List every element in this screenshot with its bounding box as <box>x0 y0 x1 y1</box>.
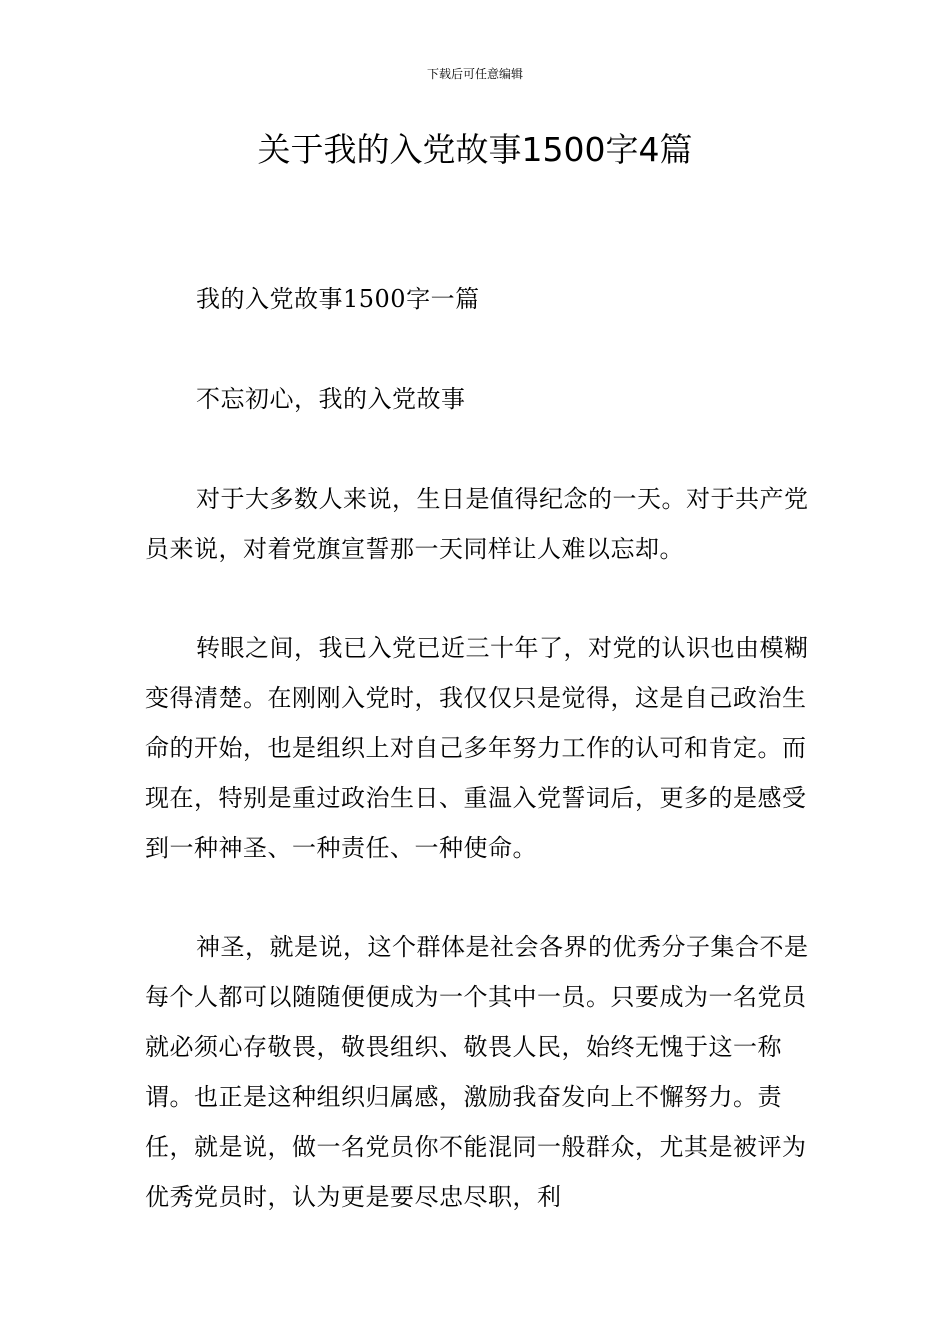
paragraph-1: 对于大多数人来说，生日是值得纪念的一天。对于共产党员来说，对着党旗宣誓那一天同样让人难以忘却。 <box>145 485 809 563</box>
document-title: 关于我的入党故事1500字4篇 <box>257 130 693 169</box>
paragraph-2: 转眼之间，我已入党已近三十年了，对党的认识也由模糊变得清楚。在刚刚入党时，我仅仅只是觉得，这是自己政治生命的开始，也是组织上对自己多年努力工作的认可和肯定。而现在，特别是重过政治生日、重温入党誓词后，更多的是感受到一种神圣、一种责任、一种使命。 <box>145 634 809 862</box>
subheading: 不忘初心，我的入党故事 <box>196 385 466 413</box>
paragraph-3: 神圣，就是说，这个群体是社会各界的优秀分子集合不是每个人都可以随随便便成为一个其中一员。只要成为一名党员就必须心存敬畏，敬畏组织、敬畏人民，始终无愧于这一称谓。也正是这种组织归属感，激励我奋发向上不懈努力。责任，就是说，做一名党员你不能混同一般群众，尤其是被评为优秀党员时，认为更是要尽忠尽职，利 <box>145 933 809 1211</box>
section-heading: 我的入党故事1500字一篇 <box>196 285 480 313</box>
header-note: 下载后可任意编辑 <box>426 67 523 81</box>
